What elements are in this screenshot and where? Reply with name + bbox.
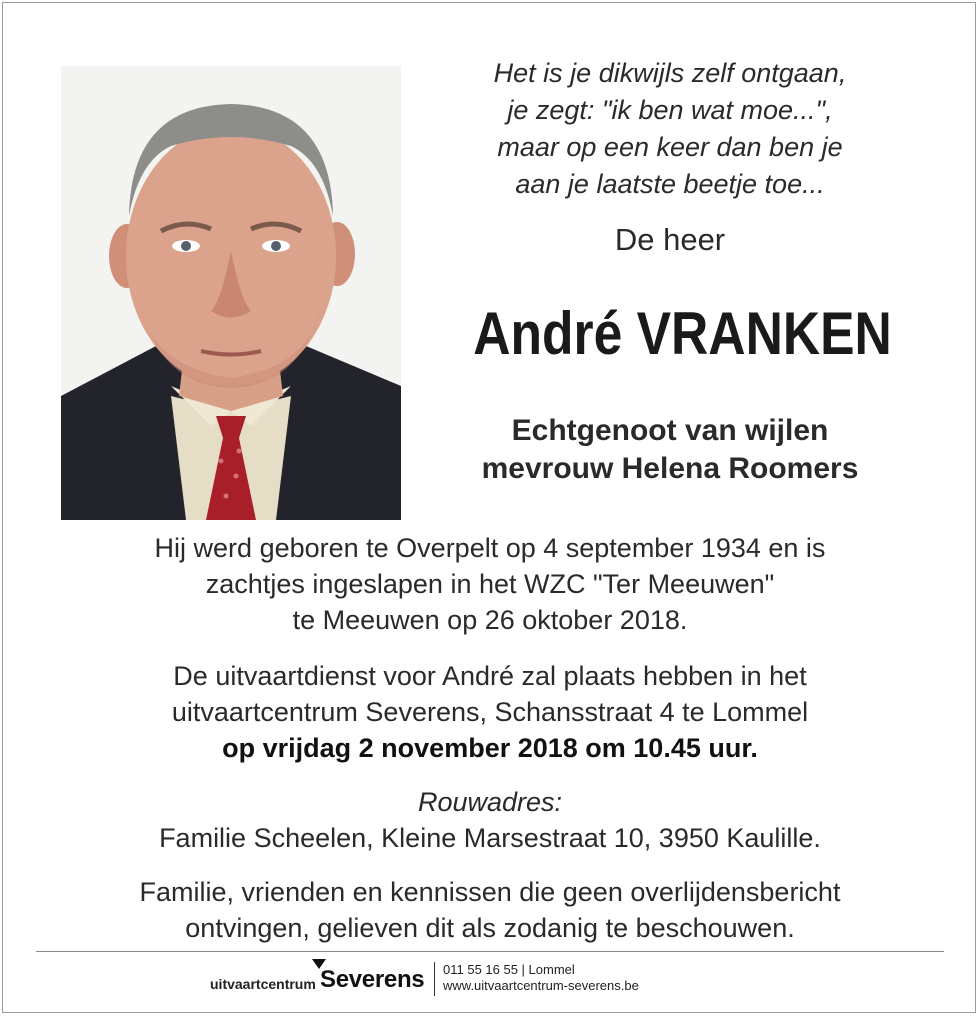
poem-line: aan je laatste beetje toe... bbox=[515, 169, 825, 199]
birth-line: te Meeuwen op 26 oktober 2018. bbox=[292, 605, 688, 635]
funeral-line: uitvaartcentrum Severens, Schansstraat 4 te Lommel bbox=[171, 697, 809, 727]
funeral-date: op vrijdag 2 november 2018 om 10.45 uur. bbox=[222, 733, 758, 763]
birth-info bbox=[20, 530, 960, 638]
poem bbox=[440, 55, 900, 203]
footer-divider bbox=[36, 951, 944, 952]
closing-line: Familie, vrienden en kennissen die geen overlijdensbericht bbox=[139, 877, 841, 907]
portrait-photo bbox=[61, 66, 401, 520]
footer-separator bbox=[434, 962, 435, 996]
footer-phone: 011 55 16 55 | Lommel bbox=[443, 962, 575, 977]
poem-line: je zegt: "ik ben wat moe...", bbox=[507, 95, 833, 125]
rouwadres-address: Familie Scheelen, Kleine Marsestraat 10, 3950 Kaulille. bbox=[159, 823, 821, 853]
footer-contact bbox=[443, 962, 639, 994]
honorific: De heer bbox=[614, 222, 726, 257]
closing-note bbox=[20, 874, 960, 946]
funeral-line: De uitvaartdienst voor André zal plaats hebben in het bbox=[173, 661, 807, 691]
deceased-name: André VRANKEN bbox=[473, 300, 892, 367]
footer bbox=[0, 956, 980, 1006]
spouse-info bbox=[430, 412, 910, 488]
portrait-illustration bbox=[61, 66, 401, 520]
brand-prefix: uitvaartcentrum bbox=[210, 976, 316, 992]
spouse-line: mevrouw Helena Roomers bbox=[481, 452, 859, 485]
closing-line: ontvingen, gelieven dit als zodanig te beschouwen. bbox=[185, 913, 795, 943]
rouwadres bbox=[20, 784, 960, 856]
funeral-info bbox=[20, 658, 960, 766]
brand-name: Severens bbox=[320, 966, 425, 993]
rouwadres-label: Rouwadres: bbox=[417, 787, 563, 817]
poem-line: Het is je dikwijls zelf ontgaan, bbox=[493, 58, 847, 88]
birth-line: zachtjes ingeslapen in het WZC "Ter Meeuwen" bbox=[205, 569, 775, 599]
birth-line: Hij werd geboren te Overpelt op 4 september 1934 en is bbox=[154, 533, 826, 563]
footer-website[interactable]: www.uitvaartcentrum-severens.be bbox=[443, 978, 639, 993]
poem-line: maar op een keer dan ben je bbox=[497, 132, 843, 162]
spouse-line: Echtgenoot van wijlen bbox=[511, 414, 829, 447]
